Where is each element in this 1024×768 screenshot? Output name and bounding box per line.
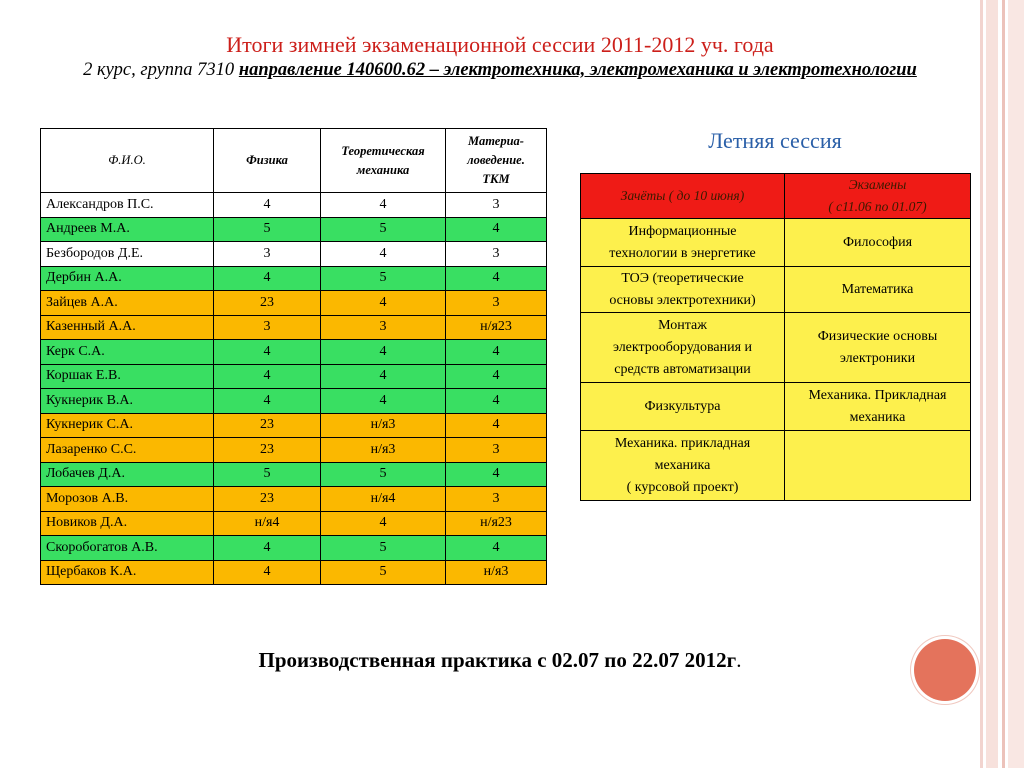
grades-header-row xyxy=(41,129,547,193)
student-name: Андреев М.А. xyxy=(41,217,214,242)
grade-materials: н/я23 xyxy=(446,511,547,536)
summer-session-table xyxy=(580,173,971,501)
grade-mechanics: 4 xyxy=(321,340,446,365)
exam-cell xyxy=(785,313,971,383)
grade-physics: 4 xyxy=(214,193,321,218)
credit-cell-line: средств автоматизации xyxy=(614,361,751,377)
practice-note xyxy=(0,648,1000,673)
exam-cell-line: Физические основы xyxy=(817,328,938,344)
student-name: Новиков Д.А. xyxy=(41,511,214,536)
grade-mechanics: 4 xyxy=(321,193,446,218)
stripe xyxy=(1002,0,1005,768)
grade-physics: 3 xyxy=(214,242,321,267)
summer-header-row xyxy=(581,174,971,219)
grade-materials: 4 xyxy=(446,266,547,291)
grade-physics: 5 xyxy=(214,217,321,242)
grade-mechanics: 5 xyxy=(321,536,446,561)
subtitle-group: 2 курс, группа 7310 xyxy=(83,60,235,80)
summer-row xyxy=(581,267,971,313)
grade-mechanics: 4 xyxy=(321,291,446,316)
grade-physics: 4 xyxy=(214,340,321,365)
practice-text: Производственная практика с 02.07 по 22.07 2012г xyxy=(258,648,737,672)
header-exams xyxy=(785,174,971,219)
credit-cell-line: ( курсовой проект) xyxy=(626,479,739,495)
grades-table xyxy=(40,128,547,585)
grade-physics: 4 xyxy=(214,560,321,585)
student-row xyxy=(41,389,547,414)
grade-mechanics: 5 xyxy=(321,266,446,291)
grade-physics: 23 xyxy=(214,413,321,438)
student-row xyxy=(41,291,547,316)
exam-cell xyxy=(785,219,971,267)
grade-mechanics: 5 xyxy=(321,217,446,242)
grade-materials: 4 xyxy=(446,340,547,365)
grade-materials: 4 xyxy=(446,413,547,438)
student-row xyxy=(41,340,547,365)
stripe xyxy=(1008,0,1024,768)
grade-materials: 3 xyxy=(446,438,547,463)
exam-cell-line: Механика. Прикладная xyxy=(808,387,947,403)
grade-physics: 4 xyxy=(214,389,321,414)
header-exams-line: ( с11.06 по 01.07) xyxy=(828,199,927,214)
student-row xyxy=(41,560,547,585)
credit-cell xyxy=(581,431,785,501)
header-physics: Физика xyxy=(214,129,321,193)
summer-session-title: Летняя сессия xyxy=(708,128,842,153)
grade-materials: н/я23 xyxy=(446,315,547,340)
student-row xyxy=(41,266,547,291)
grade-physics: 4 xyxy=(214,364,321,389)
grade-materials: 4 xyxy=(446,389,547,414)
header-credits: Зачёты ( до 10 июня) xyxy=(581,174,785,219)
header-mechanics-line: Теоретическая xyxy=(341,143,425,158)
grade-physics: 23 xyxy=(214,438,321,463)
student-name: Казенный А.А. xyxy=(41,315,214,340)
exam-cell-line: Математика xyxy=(841,281,914,297)
student-row xyxy=(41,315,547,340)
grade-mechanics: н/я3 xyxy=(321,438,446,463)
student-row xyxy=(41,242,547,267)
credit-cell-line: Физкультура xyxy=(644,398,721,414)
header-materials xyxy=(446,129,547,193)
grade-physics: н/я4 xyxy=(214,511,321,536)
exam-cell xyxy=(785,431,971,501)
credit-cell xyxy=(581,219,785,267)
summer-row xyxy=(581,383,971,431)
subtitle-direction: направление 140600.62 – электротехника, электромеханика и электротехнологии xyxy=(238,60,917,80)
student-name: Лобачев Д.А. xyxy=(41,462,214,487)
student-row xyxy=(41,487,547,512)
grade-mechanics: н/я4 xyxy=(321,487,446,512)
header-mechanics-line: механика xyxy=(356,162,410,177)
grade-materials: 3 xyxy=(446,242,547,267)
summer-row xyxy=(581,431,971,501)
student-name: Безбородов Д.Е. xyxy=(41,242,214,267)
grade-mechanics: 5 xyxy=(321,462,446,487)
student-name: Кукнерик С.А. xyxy=(41,413,214,438)
practice-tail: . xyxy=(736,648,742,672)
student-row xyxy=(41,511,547,536)
credit-cell-line: Механика. прикладная xyxy=(614,435,751,451)
student-row xyxy=(41,536,547,561)
grade-materials: 4 xyxy=(446,364,547,389)
student-name: Зайцев А.А. xyxy=(41,291,214,316)
credit-cell-line: ТОЭ (теоретические xyxy=(621,270,744,286)
exam-cell xyxy=(785,267,971,313)
student-row xyxy=(41,364,547,389)
page-title: Итоги зимней экзаменационной сессии 2011-2012 уч. года xyxy=(226,32,774,57)
credit-cell-line: технологии в энергетике xyxy=(609,245,756,261)
exam-cell xyxy=(785,383,971,431)
page-subtitle xyxy=(0,60,1000,81)
grade-materials: 3 xyxy=(446,193,547,218)
grade-materials: 4 xyxy=(446,536,547,561)
header-name: Ф.И.О. xyxy=(41,129,214,193)
credit-cell xyxy=(581,267,785,313)
grade-mechanics: 4 xyxy=(321,242,446,267)
credit-cell xyxy=(581,313,785,383)
student-name: Лазаренко С.С. xyxy=(41,438,214,463)
credit-cell-line: Информационные xyxy=(628,223,737,239)
student-name: Кукнерик В.А. xyxy=(41,389,214,414)
grade-materials: 3 xyxy=(446,291,547,316)
student-name: Морозов А.В. xyxy=(41,487,214,512)
grade-materials: 4 xyxy=(446,462,547,487)
grade-physics: 23 xyxy=(214,487,321,512)
credit-cell-line: основы электротехники) xyxy=(609,292,756,308)
grade-mechanics: н/я3 xyxy=(321,413,446,438)
summer-row xyxy=(581,313,971,383)
credit-cell-line: электрооборудования и xyxy=(612,339,753,355)
exam-cell-line: электроники xyxy=(839,350,916,366)
student-name: Щербаков К.А. xyxy=(41,560,214,585)
header-mechanics xyxy=(321,129,446,193)
student-row xyxy=(41,438,547,463)
student-name: Скоробогатов А.В. xyxy=(41,536,214,561)
grade-physics: 3 xyxy=(214,315,321,340)
credit-cell-line: Монтаж xyxy=(658,317,707,333)
grade-mechanics: 4 xyxy=(321,364,446,389)
summer-row xyxy=(581,219,971,267)
grade-materials: н/я3 xyxy=(446,560,547,585)
grade-mechanics: 5 xyxy=(321,560,446,585)
student-name: Коршак Е.В. xyxy=(41,364,214,389)
student-name: Александров П.С. xyxy=(41,193,214,218)
grade-physics: 4 xyxy=(214,266,321,291)
student-row xyxy=(41,193,547,218)
grade-physics: 4 xyxy=(214,536,321,561)
header-materials-line: ТКМ xyxy=(482,172,510,186)
exam-cell-line: механика xyxy=(849,409,906,425)
header-materials-line: ловедение. xyxy=(467,153,525,167)
student-row xyxy=(41,462,547,487)
grade-mechanics: 4 xyxy=(321,389,446,414)
student-row xyxy=(41,413,547,438)
grade-materials: 4 xyxy=(446,217,547,242)
student-name: Дербин А.А. xyxy=(41,266,214,291)
student-row xyxy=(41,217,547,242)
student-name: Керк С.А. xyxy=(41,340,214,365)
grade-materials: 3 xyxy=(446,487,547,512)
header-materials-line: Материа- xyxy=(468,134,524,148)
exam-cell-line: Философия xyxy=(842,234,913,250)
credit-cell xyxy=(581,383,785,431)
grade-mechanics: 4 xyxy=(321,511,446,536)
grade-physics: 5 xyxy=(214,462,321,487)
header-exams-line: Экзамены xyxy=(848,177,907,192)
grade-mechanics: 3 xyxy=(321,315,446,340)
grade-physics: 23 xyxy=(214,291,321,316)
credit-cell-line: механика xyxy=(654,457,711,473)
